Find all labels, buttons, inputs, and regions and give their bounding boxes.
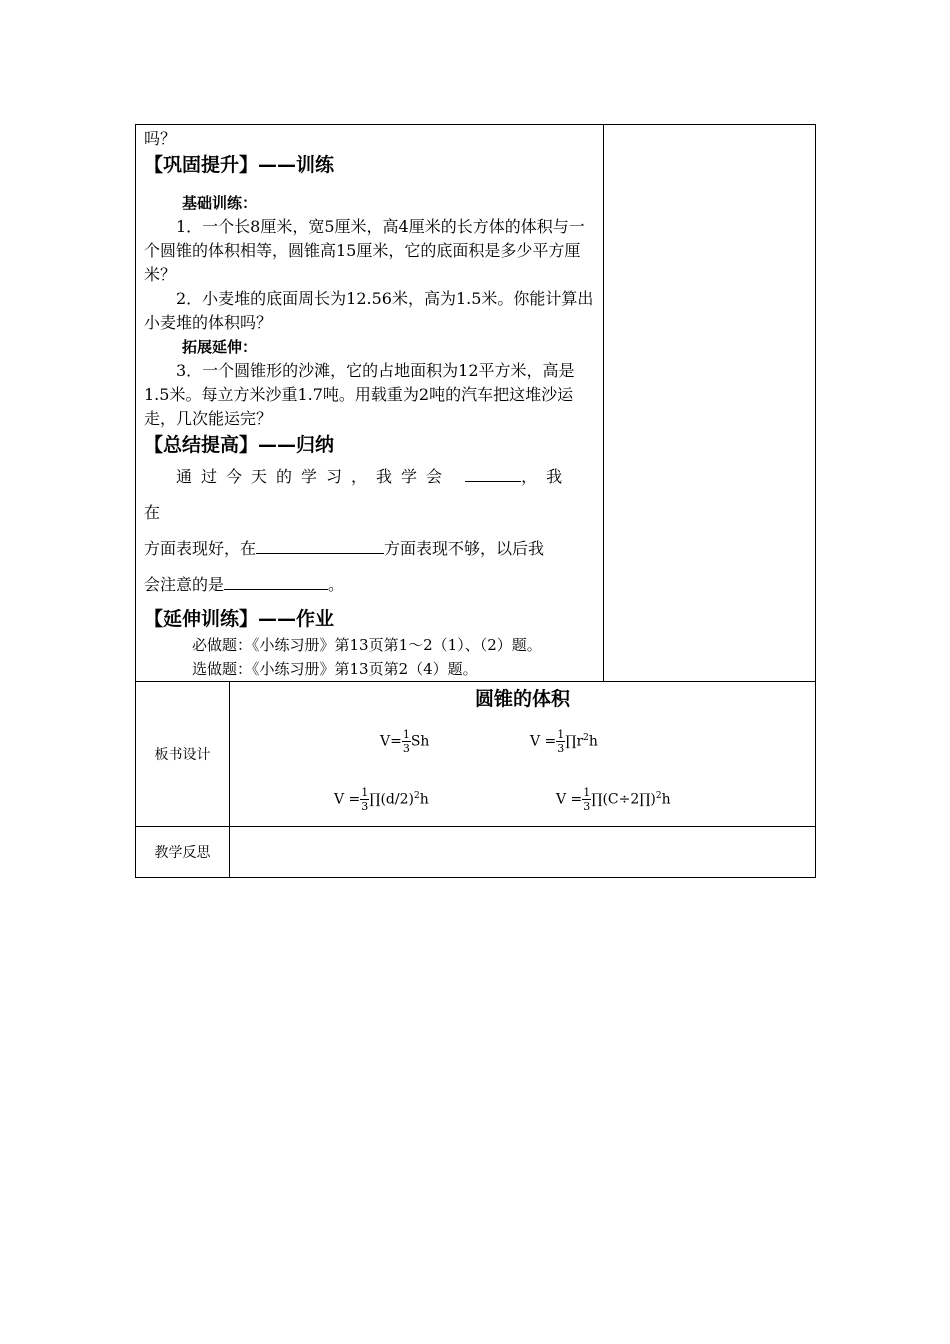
basic-training-label: 基础训练： <box>182 194 258 212</box>
formula-diameter: V = $\frac{1}{3}$ $\prod(d/2)^2h$ <box>334 786 429 813</box>
question-3: 3．一个圆锥形的沙滩，它的占地面积为12平方米，高是1.5米。每立方米沙重1.7吨。用载重为2吨的汽车把这堆沙运走，几次能运完？ <box>144 361 575 428</box>
homework-required: 必做题：《小练习册》第13页第1～2（1）、（2）题。 <box>192 636 542 654</box>
side-notes-cell <box>604 125 816 682</box>
question-1: 1．一个长8厘米，宽5厘米，高4厘米的长方体的体积与一个圆锥的体积相等，圆锥高15厘米，它的底面积是多少平方厘米？ <box>144 217 585 284</box>
summary-line-3: 会注意的是 。 <box>144 575 345 594</box>
board-title: 圆锥的体积 <box>474 688 570 710</box>
board-design-label: 板书设计 <box>136 682 230 827</box>
section-heading-summary: 【总结提高】——归纳 <box>144 434 335 456</box>
formula-circumference: V = $\frac{1}{3}$ ∏(C÷2∏)$^2$h <box>556 786 671 813</box>
summary-line-2: 方面表现好，在 方面表现不够，以后我 <box>144 539 545 558</box>
content-cell <box>136 125 604 682</box>
reflection-row <box>136 827 816 878</box>
section-heading-homework: 【延伸训练】——作业 <box>144 608 335 630</box>
fraction-one-third: $\frac{1}{3}$ <box>402 728 410 755</box>
content-row <box>136 125 816 682</box>
extension-label: 拓展延伸： <box>182 338 258 356</box>
board-row <box>136 682 816 827</box>
lesson-plan-table <box>135 124 816 878</box>
summary-line-1: 通过今天的学习，我学会 ，我在 <box>144 467 572 522</box>
continued-text: 吗？ <box>144 129 177 148</box>
formula-sh: V= $\frac{1}{3}$ Sh <box>380 728 430 755</box>
section-heading-consolidate: 【巩固提升】——训练 <box>144 154 335 176</box>
reflection-label: 教学反思 <box>136 827 230 878</box>
reflection-cell <box>230 827 816 878</box>
board-design-cell <box>230 682 816 827</box>
question-2: 2．小麦堆的底面周长为12.56米，高为1.5米。你能计算出小麦堆的体积吗？ <box>144 289 594 332</box>
homework-optional: 选做题：《小练习册》第13页第2（4）题。 <box>192 660 478 678</box>
formula-pi-r-squared: V = $\frac{1}{3}$ $\prod r^2h$ <box>530 728 598 755</box>
